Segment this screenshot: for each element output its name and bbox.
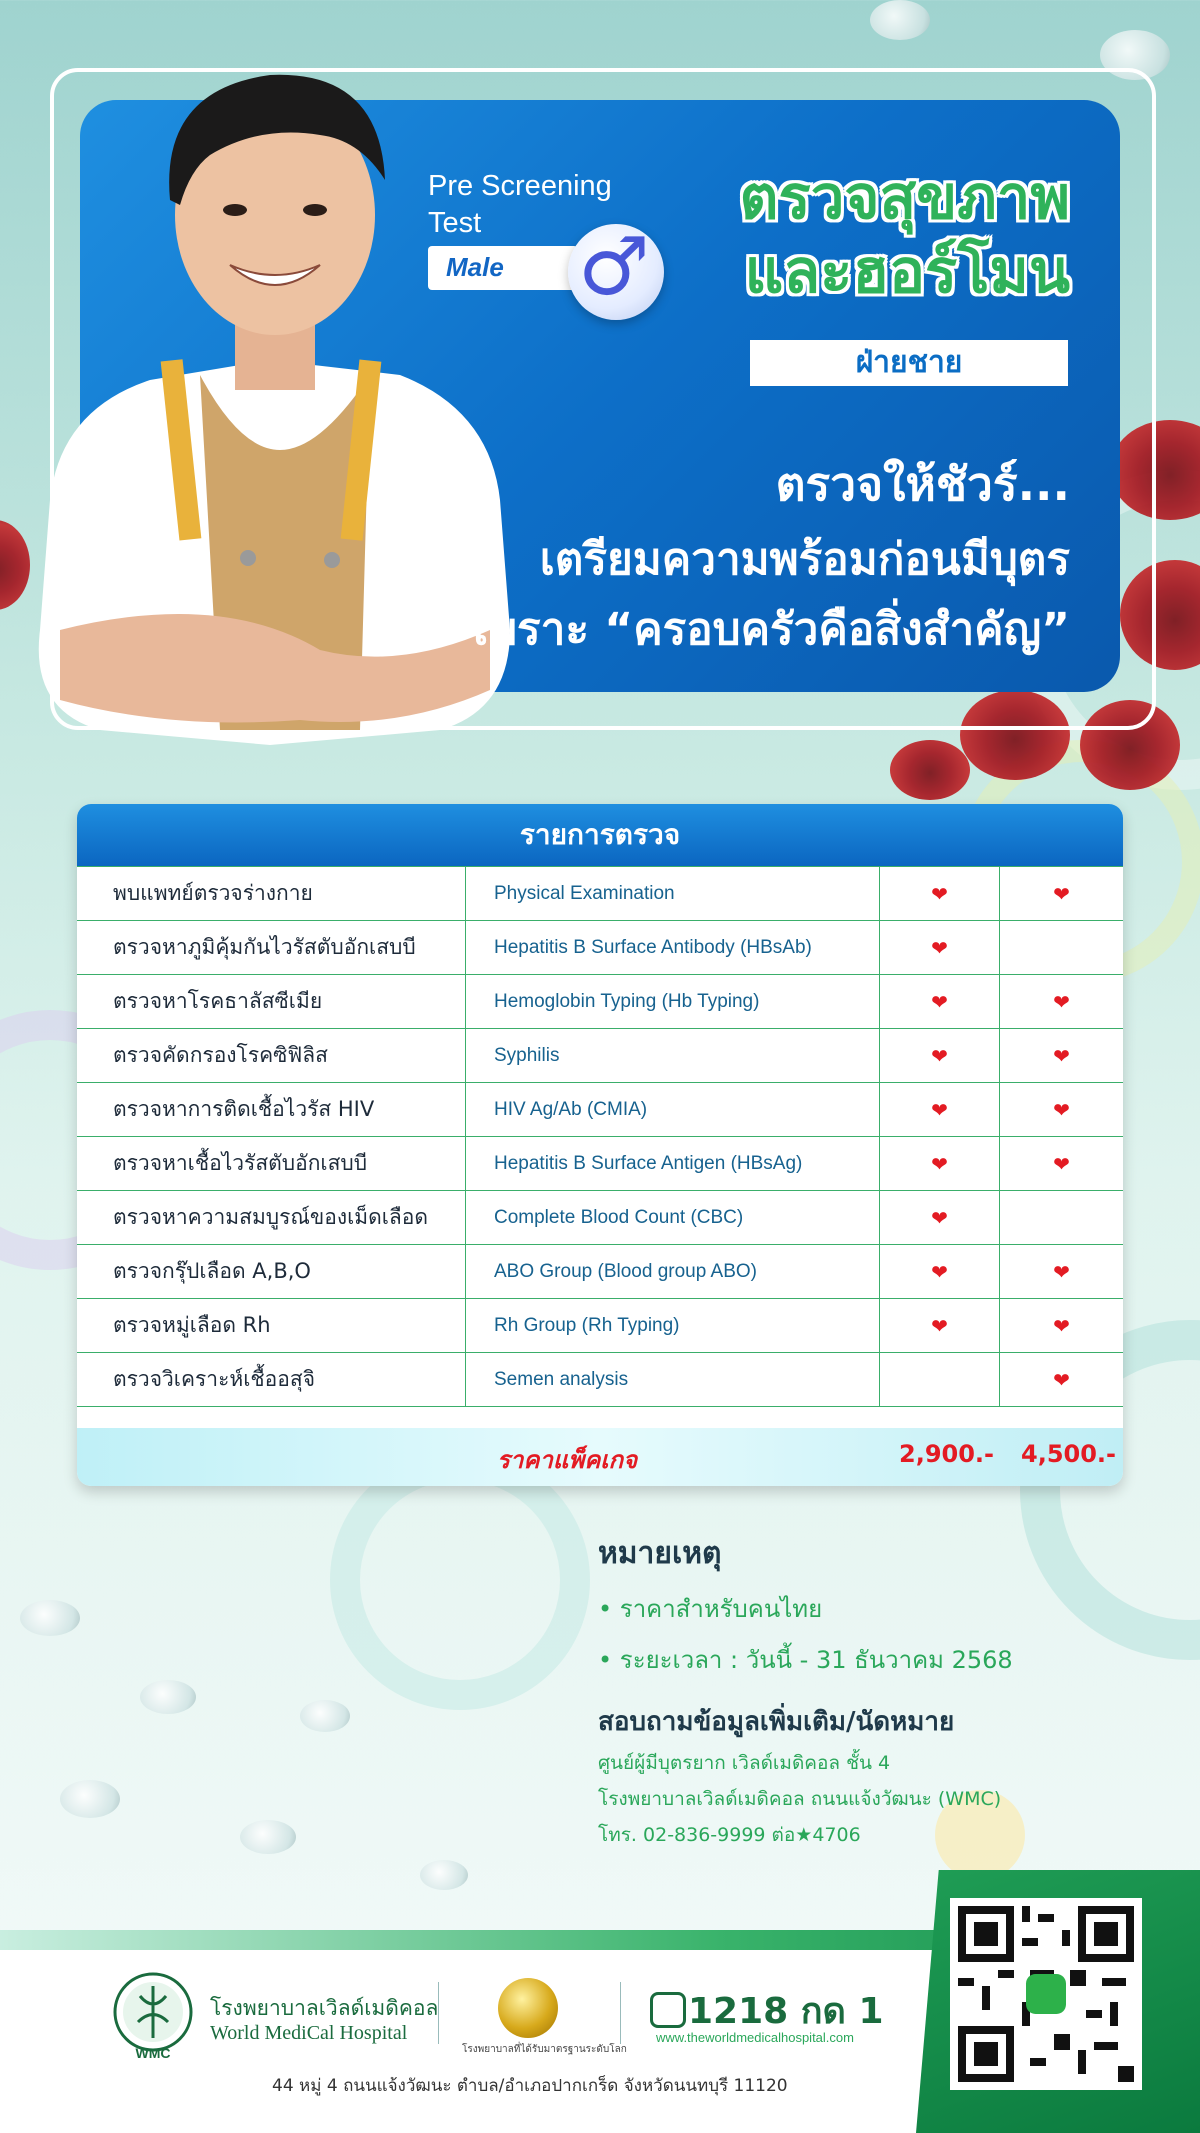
package-2-check bbox=[1000, 921, 1124, 975]
notes-item: • ราคาสำหรับคนไทย bbox=[598, 1589, 1013, 1628]
male-symbol-icon: ♂ bbox=[568, 224, 664, 320]
exam-name-en: Complete Blood Count (CBC) bbox=[466, 1191, 880, 1245]
exam-name-en: Hepatitis B Surface Antigen (HBsAg) bbox=[466, 1137, 880, 1191]
exam-name-th: ตรวจคัดกรองโรคซิฟิลิส bbox=[77, 1029, 466, 1083]
contact-heading: สอบถามข้อมูลเพิ่มเติม/นัดหมาย bbox=[598, 1707, 955, 1737]
package-2-check: ❤ bbox=[1000, 1137, 1124, 1191]
sperm-decoration bbox=[240, 1820, 296, 1854]
package-1-check: ❤ bbox=[880, 921, 1000, 975]
exam-name-en: Hemoglobin Typing (Hb Typing) bbox=[466, 975, 880, 1029]
table-header: รายการตรวจ bbox=[77, 804, 1123, 866]
table-row bbox=[77, 975, 1123, 1029]
notes-section bbox=[598, 1530, 1013, 1850]
package-1-check: ❤ bbox=[880, 1083, 1000, 1137]
sperm-decoration bbox=[420, 1860, 468, 1890]
table-row bbox=[77, 1083, 1123, 1137]
quality-seal-icon bbox=[498, 1978, 558, 2038]
gender-label: Male bbox=[446, 252, 504, 282]
contact-line: ศูนย์ผู้มีบุตรยาก เวิลด์เมดิคอล ชั้น 4 bbox=[598, 1752, 891, 1774]
exam-name-th: พบแพทย์ตรวจร่างกาย bbox=[77, 867, 466, 921]
package-1-check: ❤ bbox=[880, 1191, 1000, 1245]
logo-text: WMC bbox=[135, 2045, 171, 2061]
package-2-check: ❤ bbox=[1000, 975, 1124, 1029]
table-row bbox=[77, 1245, 1123, 1299]
subtitle: ฝ่ายชาย bbox=[855, 345, 963, 380]
package-1-check: ❤ bbox=[880, 1029, 1000, 1083]
package-1-check: ❤ bbox=[880, 1245, 1000, 1299]
pre-screening-label: Pre Screening Test bbox=[428, 170, 612, 239]
package-2-check: ❤ bbox=[1000, 867, 1124, 921]
exam-list bbox=[77, 866, 1123, 1407]
hospital-name-th: โรงพยาบาลเวิลด์เมดิคอล bbox=[210, 1996, 439, 2020]
exam-name-en: Semen analysis bbox=[466, 1353, 880, 1407]
table-row bbox=[77, 1191, 1123, 1245]
divider bbox=[620, 1982, 621, 2044]
price-label: ราคาแพ็คเกจ bbox=[497, 1446, 638, 1474]
package-2-check: ❤ bbox=[1000, 1245, 1124, 1299]
sperm-decoration bbox=[20, 1600, 80, 1636]
exam-name-en: Hepatitis B Surface Antibody (HBsAb) bbox=[466, 921, 880, 975]
table-row bbox=[77, 1299, 1123, 1353]
hospital-name-en: World MediCal Hospital bbox=[210, 2022, 408, 2044]
table-row bbox=[77, 867, 1123, 921]
price-package-2: 4,500.- bbox=[1021, 1440, 1116, 1468]
sperm-decoration bbox=[300, 1700, 350, 1732]
seal-caption: โรงพยาบาลที่ได้รับมาตรฐานระดับโลก bbox=[462, 2044, 627, 2055]
bg-ring bbox=[330, 1450, 590, 1710]
package-1-check: ❤ bbox=[880, 1299, 1000, 1353]
man-portrait-image bbox=[20, 30, 580, 805]
exam-name-th: ตรวจหาเชื้อไวรัสตับอักเสบบี bbox=[77, 1137, 466, 1191]
red-blood-cell bbox=[890, 740, 970, 800]
package-1-check: ❤ bbox=[880, 867, 1000, 921]
table-row bbox=[77, 1137, 1123, 1191]
tagline-2: เตรียมความพร้อมก่อนมีบุตร bbox=[539, 534, 1070, 585]
table-row bbox=[77, 1353, 1123, 1407]
exam-name-th: ตรวจวิเคราะห์เชื้ออสุจิ bbox=[77, 1353, 466, 1407]
exam-name-en: ABO Group (Blood group ABO) bbox=[466, 1245, 880, 1299]
package-1-check: ❤ bbox=[880, 1137, 1000, 1191]
price-row bbox=[77, 1428, 1123, 1486]
price-package-1: 2,900.- bbox=[899, 1440, 994, 1468]
package-1-check bbox=[880, 1353, 1000, 1407]
sperm-decoration bbox=[870, 0, 930, 40]
contact-line: โทร. 02-836-9999 ต่อ★4706 bbox=[598, 1824, 861, 1846]
exam-name-th: ตรวจหมู่เลือด Rh bbox=[77, 1299, 466, 1353]
title-line1: ตรวจสุขภาพ bbox=[739, 163, 1070, 233]
package-2-check: ❤ bbox=[1000, 1299, 1124, 1353]
exam-name-th: ตรวจหาความสมบูรณ์ของเม็ดเลือด bbox=[77, 1191, 466, 1245]
package-2-check bbox=[1000, 1191, 1124, 1245]
hospital-address: 44 หมู่ 4 ถนนแจ้งวัฒนะ ตำบล/อำเภอปากเกร็ด จังหวัดนนทบุรี 11120 bbox=[272, 2076, 788, 2096]
exam-name-th: ตรวจหาโรคธาลัสซีเมีย bbox=[77, 975, 466, 1029]
notes-item: • ระยะเวลา : วันนี้ - 31 ธันวาคม 2568 bbox=[598, 1640, 1013, 1679]
notes-heading: หมายเหตุ bbox=[598, 1536, 722, 1571]
contact-line: โรงพยาบาลเวิลด์เมดิคอล ถนนแจ้งวัฒนะ (WMC) bbox=[598, 1788, 1002, 1810]
subtitle-box bbox=[750, 340, 1068, 386]
tagline-1: ตรวจให้ชัวร์... bbox=[775, 457, 1070, 511]
exam-name-en: Syphilis bbox=[466, 1029, 880, 1083]
divider bbox=[438, 1982, 439, 2044]
package-2-check: ❤ bbox=[1000, 1353, 1124, 1407]
package-2-check: ❤ bbox=[1000, 1029, 1124, 1083]
table-row bbox=[77, 1029, 1123, 1083]
website-link[interactable]: www.theworldmedicalhospital.com bbox=[656, 2030, 854, 2045]
exam-name-en: HIV Ag/Ab (CMIA) bbox=[466, 1083, 880, 1137]
exam-name-th: ตรวจหาภูมิคุ้มกันไวรัสตับอักเสบบี bbox=[77, 921, 466, 975]
exam-name-th: ตรวจกรุ๊ปเลือด A,B,O bbox=[77, 1245, 466, 1299]
tagline-3: เพราะ “ครอบครัวคือสิ่งสำคัญ” bbox=[472, 604, 1070, 655]
exam-name-th: ตรวจหาการติดเชื้อไวรัส HIV bbox=[77, 1083, 466, 1137]
sperm-decoration bbox=[140, 1680, 196, 1714]
gender-label-box bbox=[428, 246, 578, 290]
wmc-logo bbox=[108, 1972, 198, 2062]
table-row bbox=[77, 921, 1123, 975]
package-2-check: ❤ bbox=[1000, 1083, 1124, 1137]
line-qr-code[interactable] bbox=[950, 1898, 1142, 2090]
package-1-check: ❤ bbox=[880, 975, 1000, 1029]
exam-name-en: Physical Examination bbox=[466, 867, 880, 921]
hotline-number[interactable]: 1218 กด 1 bbox=[688, 1991, 884, 2032]
title-line2: และฮอร์โมน bbox=[744, 237, 1070, 307]
sperm-decoration bbox=[60, 1780, 120, 1818]
phone-icon bbox=[650, 1992, 686, 2028]
exam-table bbox=[77, 804, 1123, 1486]
exam-name-en: Rh Group (Rh Typing) bbox=[466, 1299, 880, 1353]
